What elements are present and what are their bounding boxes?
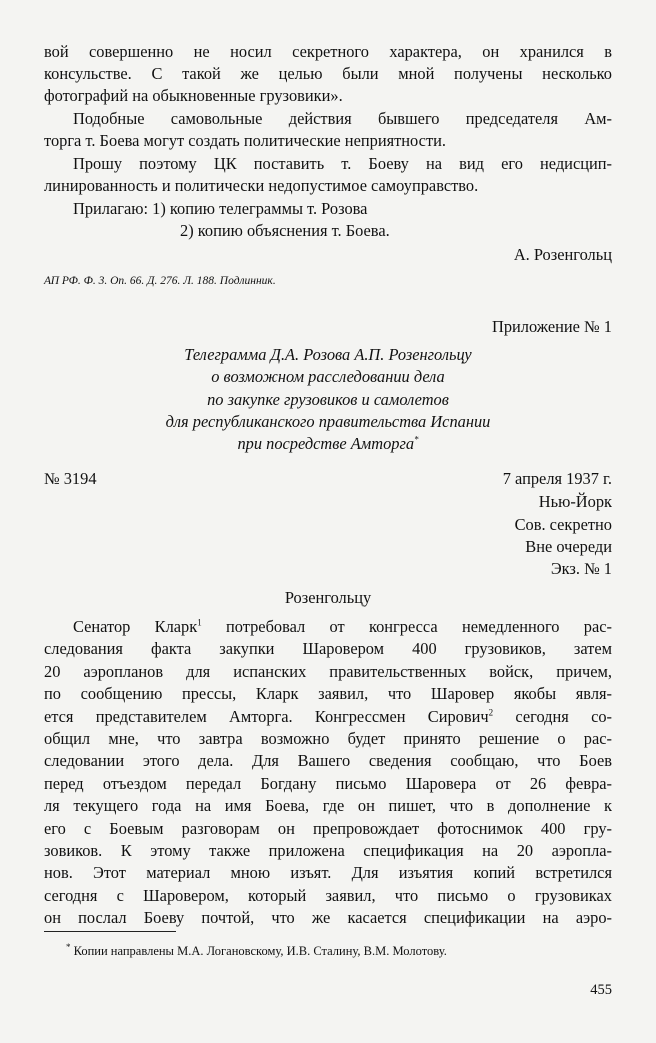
doc-place: Нью-Йорк xyxy=(538,492,612,511)
doc-title-line: о возможном расследовании дела xyxy=(211,367,445,386)
doc-title-line: по закупке грузовиков и самолетов xyxy=(207,390,449,409)
text-line: линированность и политически недопустимое самоуправство. xyxy=(44,176,479,195)
body-line xyxy=(44,728,612,750)
body-line xyxy=(44,885,612,907)
body-text: следовании этого дела. Для Вашего сведения сообщаю, что Боев xyxy=(44,751,612,771)
footnote-mark: * xyxy=(414,434,419,445)
body-line xyxy=(44,840,612,862)
doc-number: № 3194 xyxy=(44,469,97,488)
secrecy-mark: Сов. секретно xyxy=(514,515,612,534)
body-line xyxy=(44,795,612,817)
body-line xyxy=(44,818,612,840)
attachment-line-2: 2) копию объяснения т. Боева. xyxy=(180,221,390,240)
footnote-ref: 1 xyxy=(197,617,202,628)
footnote-mark: * xyxy=(66,941,71,952)
text-line: торга т. Боева могут создать политические неприятности. xyxy=(44,131,446,150)
addressee: Розенгольцу xyxy=(284,588,372,607)
body-line xyxy=(44,750,612,772)
body-text: по сообщению прессы, Кларк заявил, что Шаровер якобы явля- xyxy=(44,684,612,704)
text-line: вой совершенно не носил секретного характера, он хранился в xyxy=(44,42,612,61)
body-text: ля текущего года на имя Боева, где он пишет, что в дополнение к xyxy=(44,796,612,816)
body-text: он послал Боеву почтой, что же касается спецификации на аэро- xyxy=(44,908,612,928)
body-text: следования факта закупки Шаровером 400 грузовиков, затем xyxy=(44,639,612,659)
body-line xyxy=(44,706,612,728)
doc-title-line: Телеграмма Д.А. Розова А.П. Розенгольцу xyxy=(184,345,472,364)
body-text: сегодня со- xyxy=(493,706,612,726)
doc-title-text: при посредстве Амторга xyxy=(237,434,415,453)
doc-title-line: для республиканского правительства Испании xyxy=(165,412,491,431)
footnote-divider xyxy=(44,931,176,932)
page-number: 455 xyxy=(590,982,612,998)
urgency-mark: Вне очереди xyxy=(525,537,612,556)
body-line xyxy=(44,683,612,705)
body-text: нов. Этот материал мною изъят. Для изъятия копий встретился xyxy=(44,863,612,883)
body-text: сегодня с Шаровером, который заявил, что письмо о грузовиках xyxy=(44,885,612,905)
footnote xyxy=(66,940,634,962)
text-line: фотографий на обыкновенные грузовики». xyxy=(44,86,343,105)
doc-date: 7 апреля 1937 г. xyxy=(502,469,612,488)
archive-source: АП РФ. Ф. 3. Оп. 66. Д. 276. Л. 188. Подлинник. xyxy=(44,275,276,287)
body-text: зовиков. К этому также приложена спецификация на 20 аэропла- xyxy=(44,841,612,860)
body-text: 20 аэропланов для испанских правительственных войск, причем, xyxy=(44,661,612,681)
body-line xyxy=(73,616,612,638)
footnote-text: Копии направлены М.А. Логановскому, И.В. Сталину, В.М. Молотову. xyxy=(73,944,447,958)
body-text: потребовал от конгресса немедленного рас- xyxy=(201,617,612,636)
signature: А. Розенгольц xyxy=(513,245,612,264)
text-line: консульстве. С такой же целью были мной получены несколько xyxy=(44,64,612,83)
copy-number: Экз. № 1 xyxy=(550,559,612,578)
body-line xyxy=(44,907,612,929)
body-line xyxy=(44,661,612,683)
attachment-line-1: Прилагаю: 1) копию телеграммы т. Розова xyxy=(73,199,368,218)
body-text: Сенатор Кларк xyxy=(73,617,198,636)
body-text: ется представителем Амторга. Конгрессмен Сирович xyxy=(44,706,489,726)
body-text: его с Боевым разговорам он препровождает фотоснимок 400 гру- xyxy=(44,818,612,838)
footnote-ref: 2 xyxy=(488,707,494,718)
text-line: Подобные самовольные действия бывшего председателя Ам- xyxy=(73,109,612,128)
appendix-label: Приложение № 1 xyxy=(491,317,612,336)
body-text: перед отъездом передал Богдану письмо Шаровера от 26 февра- xyxy=(44,773,612,793)
text-line: Прошу поэтому ЦК поставить т. Боеву на вид его недисцип- xyxy=(73,154,612,173)
body-line xyxy=(44,862,612,884)
body-line xyxy=(44,638,612,660)
body-text: общил мне, что завтра возможно будет принято решение о рас- xyxy=(44,729,612,748)
doc-title-line xyxy=(44,433,612,455)
body-line xyxy=(44,773,612,795)
